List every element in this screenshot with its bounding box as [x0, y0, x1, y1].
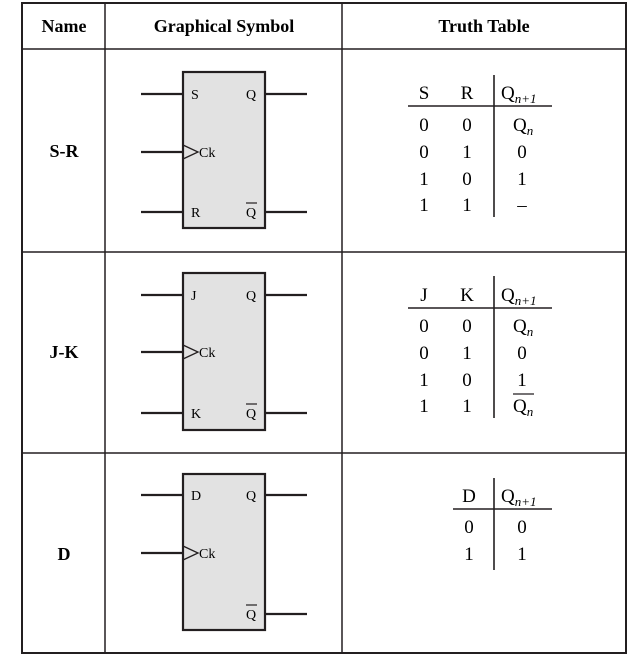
sr-cell: 0: [419, 115, 429, 136]
jk-cell: 0: [517, 343, 527, 364]
sr-cell: 1: [462, 142, 472, 163]
jk-col-k: K: [460, 285, 474, 306]
d-cell: 1: [517, 544, 527, 565]
sr-cell: 1: [419, 195, 429, 216]
sr-flip-flop-symbol: [141, 72, 307, 228]
sr-cell: 0: [462, 115, 472, 136]
row-name-jk: J-K: [49, 342, 79, 362]
jk-col-out: $Q_{n+1}$: [501, 285, 537, 308]
sr-col-s: S: [418, 83, 430, 104]
jk-pin-q: Q: [246, 289, 257, 304]
d-pin-qbar: Q: [246, 608, 257, 623]
d-col-out: $Q_{n+1}$: [501, 486, 537, 509]
jk-cell: 1: [419, 370, 429, 391]
sr-pin-ck: Ck: [199, 146, 216, 161]
sr-pin-q: Q: [246, 88, 257, 103]
d-cell: 0: [517, 517, 527, 538]
sr-truth-table: [408, 75, 552, 217]
header-name: Name: [41, 16, 87, 36]
header-truth-table: Truth Table: [438, 16, 530, 36]
jk-cell: 0: [462, 370, 472, 391]
d-pin-d: D: [191, 489, 202, 504]
d-pin-ck: Ck: [199, 547, 216, 562]
jk-cell: $Q_n$: [513, 396, 534, 419]
sr-pin-s: S: [191, 88, 199, 103]
sr-cell: 1: [419, 169, 429, 190]
jk-cell: 0: [419, 343, 429, 364]
sr-cell: 0: [517, 142, 527, 163]
sr-cell: –: [517, 195, 527, 216]
sr-cell: 0: [462, 169, 472, 190]
sr-col-out: $Q_{n+1}$: [501, 83, 537, 106]
row-name-d: D: [57, 544, 71, 564]
jk-pin-k: K: [191, 407, 202, 422]
jk-pin-j: J: [191, 289, 197, 304]
jk-flip-flop-symbol: [141, 273, 307, 430]
jk-pin-ck: Ck: [199, 346, 216, 361]
sr-pin-r: R: [191, 206, 201, 221]
jk-cell: 1: [462, 343, 472, 364]
sr-cell: 0: [419, 142, 429, 163]
sr-cell: 1: [517, 169, 527, 190]
d-cell: 0: [464, 517, 474, 538]
jk-cell: 0: [462, 316, 472, 337]
sr-cell: $Q_n$: [513, 115, 534, 138]
jk-cell: $Q_n$: [513, 316, 534, 339]
jk-cell: 1: [462, 396, 472, 417]
d-truth-table: [453, 478, 552, 570]
header-graphical-symbol: Graphical Symbol: [153, 16, 295, 36]
d-flip-flop-symbol: [141, 474, 307, 630]
jk-col-j: J: [420, 285, 428, 306]
sr-cell: 1: [462, 195, 472, 216]
d-col-d: D: [462, 486, 476, 507]
row-name-sr: S-R: [49, 141, 79, 161]
jk-pin-qbar: Q: [246, 407, 257, 422]
d-cell: 1: [464, 544, 474, 565]
jk-truth-table: [408, 276, 552, 419]
sr-col-r: R: [460, 83, 474, 104]
jk-cell: 1: [419, 396, 429, 417]
jk-cell: 1: [517, 370, 527, 391]
d-pin-q: Q: [246, 489, 257, 504]
sr-pin-qbar: Q: [246, 206, 257, 221]
jk-cell: 0: [419, 316, 429, 337]
